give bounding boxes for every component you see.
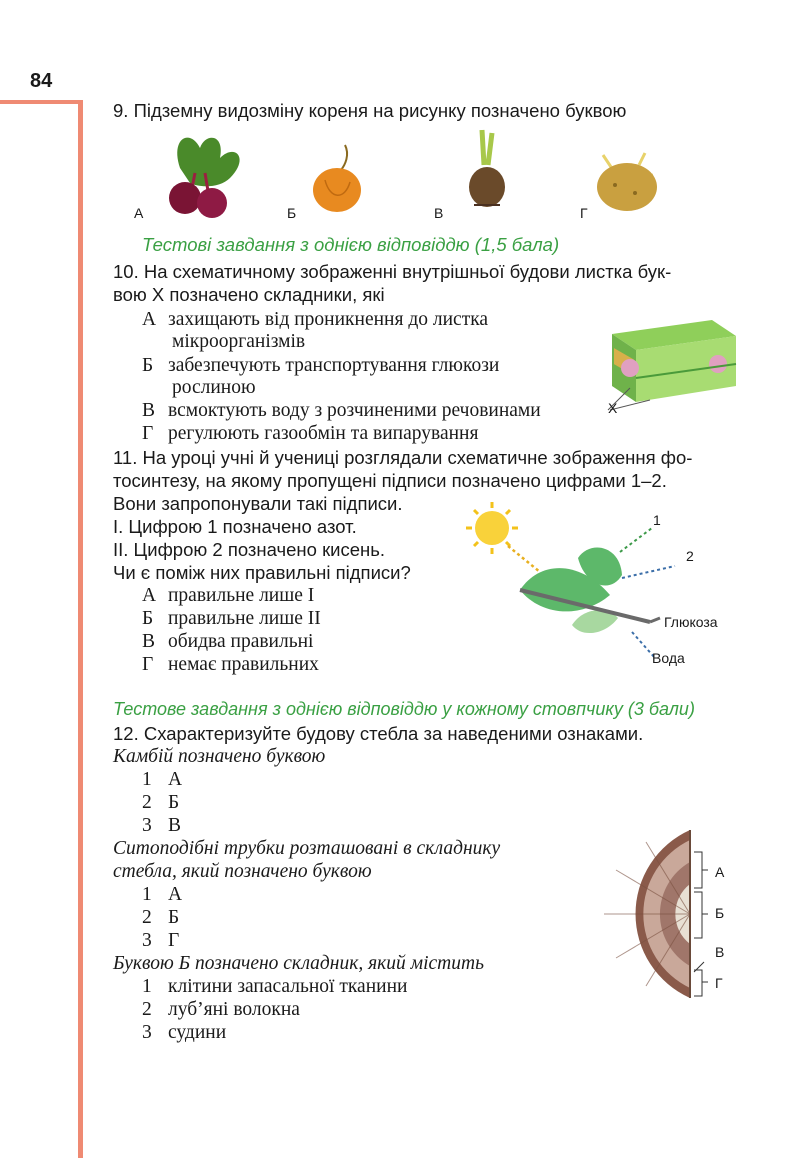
- q11-question: Чи є поміж них правильні підписи?: [113, 562, 411, 583]
- q11-option-c-letter: В: [142, 631, 156, 652]
- q10-option-b-letter: Б: [142, 355, 154, 376]
- q11-option-b: [142, 607, 321, 630]
- q12-part2-title-line1: Ситоподібні трубки розташовані в складнику: [113, 838, 501, 859]
- q10-option-a-letter: А: [142, 309, 157, 330]
- q12-part2-option-3-num: 3: [142, 930, 152, 951]
- q12-part2-option-2-num: 2: [142, 907, 152, 928]
- q12-part1-option-2: [142, 791, 179, 814]
- q11-option-c-text: обидва правильні: [168, 631, 314, 652]
- q12-text: 12. Схарактеризуйте будову стебла за наведеними ознаками.: [113, 723, 644, 744]
- q12-part2-option-3-text: Г: [168, 930, 180, 951]
- q10-option-b: [142, 354, 499, 377]
- q10-figure-label-x: Х: [608, 400, 618, 416]
- beet-icon: [150, 128, 250, 220]
- photosynthesis-figure: [460, 500, 740, 680]
- q12-part3-option-1-num: 1: [142, 976, 152, 997]
- q12-part2-option-2-text: Б: [168, 907, 180, 928]
- q12-part2-option-1-text: А: [168, 884, 183, 905]
- page-number: 84: [30, 70, 53, 92]
- q11-text-line2: тосинтезу, на якому пропущені підписи позначено цифрами 1–2.: [113, 470, 667, 491]
- stem-cross-section-figure: [590, 822, 710, 1002]
- q11-option-b-letter: Б: [142, 608, 154, 629]
- q12-part3-option-1-text: клітини запасальної тканини: [168, 976, 408, 997]
- q12-part1-title: Камбій позначено буквою: [113, 746, 326, 767]
- leaf-branch-icon: [520, 548, 650, 634]
- page-rule-side: [78, 100, 83, 1158]
- q12-figure-label-d: Г: [715, 975, 723, 991]
- q12-part2-option-2: [142, 906, 179, 929]
- q12-part2-title-line2: стебла, який позначено буквою: [113, 861, 372, 882]
- q11-option-c: [142, 630, 313, 653]
- q11-option-a-letter: А: [142, 585, 157, 606]
- q10-option-a-text: захищають від проникнення до листка: [168, 309, 489, 330]
- q12-part1-option-2-text: Б: [168, 792, 180, 813]
- q11-text-line3: Вони запропонували такі підписи.: [113, 493, 403, 514]
- q11-figure-label-1: 1: [653, 512, 661, 528]
- q10-option-b-text: забезпечують транспортування глюкози: [168, 355, 500, 376]
- potato-icon: [593, 145, 663, 215]
- leaf-cross-section-figure: [600, 316, 740, 422]
- q12-part1-option-1-num: 1: [142, 769, 152, 790]
- q10-option-d-letter: Г: [142, 423, 154, 444]
- q12-part1-option-1: [142, 768, 182, 791]
- q11-option-d-text: немає правильних: [168, 654, 319, 675]
- q11-figure-label-glucose: Глюкоза: [664, 614, 718, 630]
- q12-part1-option-3-text: В: [168, 815, 182, 836]
- q12-part3-option-2-num: 2: [142, 999, 152, 1020]
- q9-label-b: Б: [287, 205, 297, 221]
- q11-statement-1: І. Цифрою 1 позначено азот.: [113, 516, 357, 537]
- section-title-single-answer: Тестові завдання з однією відповіддю (1,5 бала): [142, 234, 560, 255]
- q12-part3-option-2-text: луб’яні волокна: [168, 999, 300, 1020]
- q12-part1-option-3-num: 3: [142, 815, 152, 836]
- q11-option-b-text: правильне лише ІІ: [168, 608, 321, 629]
- q10-text-line1: 10. На схематичному зображенні внутрішньої будови листка бук-: [113, 261, 672, 282]
- q11-option-d: [142, 653, 319, 676]
- q10-option-c-letter: В: [142, 400, 156, 421]
- q10-text-line2: вою Х позначено складники, які: [113, 284, 385, 305]
- section-title-column-answer: Тестове завдання з однією відповіддю у кожному стовпчику (3 бали): [113, 699, 695, 719]
- onion-icon: [305, 140, 365, 215]
- q11-figure-label-2: 2: [686, 548, 694, 564]
- q12-figure-label-c: В: [715, 944, 725, 960]
- q12-part3-option-3: [142, 1021, 226, 1044]
- page-rule-top: [0, 100, 80, 104]
- q11-option-a-text: правильне лише І: [168, 585, 315, 606]
- q11-statement-2: ІІ. Цифрою 2 позначено кисень.: [113, 539, 386, 560]
- q10-option-c-text: всмоктують воду з розчиненими речовинами: [168, 400, 541, 421]
- q10-option-d-text: регулюють газообмін та випарування: [168, 423, 479, 444]
- q9-text: 9. Підземну видозміну кореня на рисунку позначено буквою: [113, 100, 627, 121]
- q10-option-b-cont: рослиною: [172, 377, 256, 398]
- q12-figure-label-b: Б: [715, 905, 725, 921]
- q12-part3-option-3-num: 3: [142, 1022, 152, 1043]
- q12-part2-option-1-num: 1: [142, 884, 152, 905]
- q12-figure-label-a: А: [715, 864, 725, 880]
- q12-part1-option-1-text: А: [168, 769, 183, 790]
- q12-part3-title: Буквою Б позначено складник, який містить: [113, 953, 484, 974]
- q10-option-c: [142, 399, 541, 422]
- q12-part2-option-3: [142, 929, 179, 952]
- q12-part3-option-1: [142, 975, 407, 998]
- bulb-sprout-icon: [462, 125, 512, 215]
- q12-part1-option-2-num: 2: [142, 792, 152, 813]
- q10-option-d: [142, 422, 478, 445]
- q12-part3-option-3-text: судини: [168, 1022, 227, 1043]
- q10-option-a: [142, 308, 488, 331]
- q11-text-line1: 11. На уроці учні й учениці розглядали схематичне зображення фо-: [113, 447, 693, 468]
- q11-figure-label-water: Вода: [652, 650, 685, 666]
- q12-part2-option-1: [142, 883, 182, 906]
- q9-label-a: А: [134, 205, 144, 221]
- q11-option-a: [142, 584, 314, 607]
- q11-option-d-letter: Г: [142, 654, 154, 675]
- q9-label-c: В: [434, 205, 444, 221]
- q12-part1-option-3: [142, 814, 181, 837]
- q10-option-a-cont: мікроорганізмів: [172, 331, 306, 352]
- q12-part3-option-2: [142, 998, 300, 1021]
- q9-label-d: Г: [580, 205, 588, 221]
